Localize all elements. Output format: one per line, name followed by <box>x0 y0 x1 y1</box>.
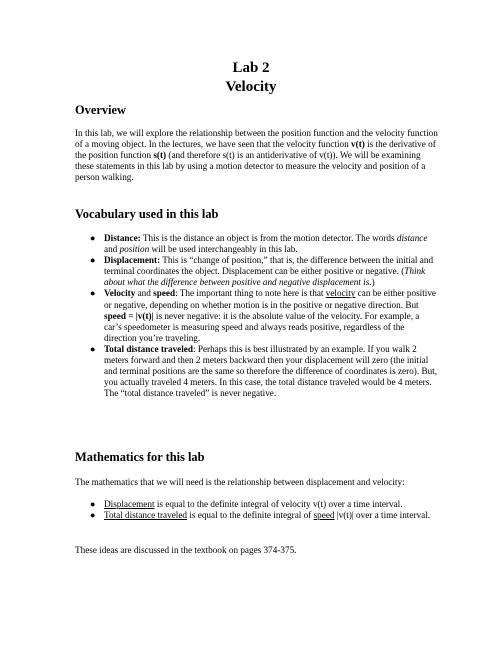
mathematics-list <box>75 499 439 521</box>
vocab-item-displacement: ● Displacement: This is “change of position,” that is, the difference between the initial and terminal coordinates the object. Displacement can be either positive or negative. (Think about what the difference between positive and negative displacement is.) <box>90 255 434 288</box>
math-item-total-distance: ● Total distance traveled is equal to the definite integral of speed |v(t)| over a time interval. <box>90 510 431 521</box>
bullet-icon: ● <box>90 255 96 266</box>
mathematics-heading: Mathematics for this lab <box>75 450 205 464</box>
overview-paragraph: In this lab, we will explore the relationship between the position function and the velocity function of a moving object. In the lectures, we have seen that the velocity function v(t) is the derivative of the position function s(t) (and therefore s(t) is an antiderivative of v(t)). We will be examining these statements in this lab by using a motion detector to measure the velocity and position of a person walking. <box>75 128 438 183</box>
bullet-icon: ● <box>90 288 96 299</box>
lab-number-title: Lab 2 <box>232 60 270 76</box>
vocab-item-velocity: ● Velocity and speed: The important thing to note here is that velocity can be either positive or negative, depending on whether motion is in the positive or negative direction. But speed = |v(t)| is never negative: it is the absolute value of the velocity. For example, a car’s speedometer is measuring speed and always reads positive, regardless of the direction you’re traveling. <box>90 288 436 343</box>
bullet-icon: ● <box>90 499 96 509</box>
bullet-icon: ● <box>90 233 96 243</box>
vocabulary-heading: Vocabulary used in this lab <box>75 207 219 221</box>
overview-heading: Overview <box>75 103 126 117</box>
mathematics-intro: The mathematics that we will need is the relationship between displacement and velocity: <box>75 477 405 487</box>
math-item-displacement: ● Displacement is equal to the definite integral of velocity v(t) over a time interval. <box>90 499 403 509</box>
bullet-icon: ● <box>90 343 96 354</box>
textbook-reference: These ideas are discussed in the textbook on pages 374-375. <box>75 545 297 555</box>
vocab-item-total-distance: ● Total distance traveled: Perhaps this is best illustrated by an example. If you walk 2 meters forward and then 2 meters backward then your displacement will zero (the initial and terminal positions are the same so therefore the difference of coordinates is zero). But, you actually traveled 4 meters. In this case, the total distance traveled would be 4 meters. The “total distance traveled” is never negative. <box>90 343 438 399</box>
vocab-item-distance: ● Distance: This is the distance an object is from the motion detector. The words distance and position will be used interchangeably in this lab. <box>90 233 428 255</box>
bullet-icon: ● <box>90 510 96 521</box>
lab-topic-title: Velocity <box>225 79 277 95</box>
vocabulary-list <box>75 233 439 399</box>
